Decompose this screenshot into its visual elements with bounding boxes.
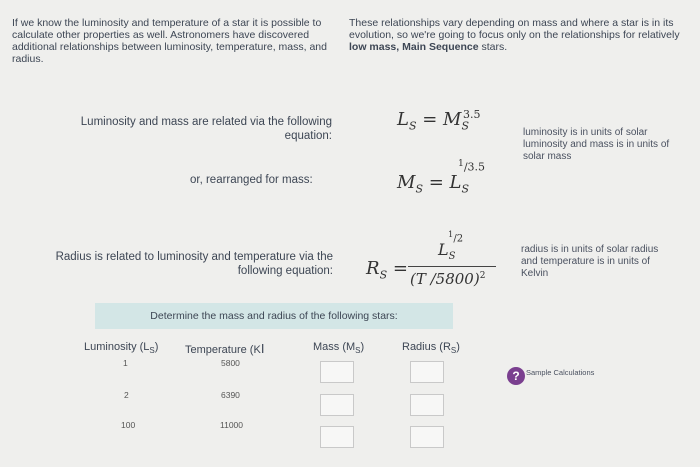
equation-mass-exponent: $^1$/3.5 — [458, 158, 486, 174]
row-3-radius-input[interactable] — [410, 426, 444, 448]
row-2-mass-input[interactable] — [320, 394, 354, 416]
header-luminosity: Luminosity $(L_S)$ — [84, 341, 159, 356]
row-2-luminosity: 2 — [124, 390, 129, 400]
fraction-bar — [408, 266, 496, 267]
row-2-radius-input[interactable] — [410, 394, 444, 416]
lum-mass-label: Luminosity and mass are related via the following equation: — [80, 116, 332, 142]
row-2-temperature: 6390 — [221, 390, 240, 400]
equation-radius-lhs: $R_S$ = — [366, 258, 408, 282]
emphasis-text: low mass, Main Sequence — [349, 41, 479, 53]
intro-right-paragraph: These relationships vary depending on mass and where a star is in its evolution, so we're going to focus only on the relationships for relatively low mass, Main Sequence stars. — [349, 17, 680, 53]
equation-luminosity-mass: $L_S = M_S^{3.5}$ — [397, 108, 481, 133]
equation-radius-num-exponent: $^1$/2 — [448, 229, 464, 245]
row-1-radius-input[interactable] — [410, 361, 444, 383]
radius-label: Radius is related to luminosity and temperature via the following equation: — [55, 251, 333, 277]
task-banner: Determine the mass and radius of the following stars: — [95, 303, 453, 329]
units-note-radius: radius is in units of solar radius and temperature is in units of Kelvin — [521, 244, 659, 279]
intro-left-paragraph: If we know the luminosity and temperature of a star it is possible to calculate other properties as well. Astronomers have discovered additional relationships between luminosity, temperature, mass, and radius. — [12, 17, 327, 65]
units-note-mass: luminosity is in units of solar luminosity and mass is in units of solar mass — [523, 127, 670, 162]
help-icon[interactable]: ? — [507, 367, 525, 385]
row-3-temperature: 11000 — [220, 420, 244, 430]
equation-radius-numerator: $L_S$ — [438, 240, 456, 263]
header-temperature: Temperature (KI — [185, 341, 265, 356]
header-mass: Mass $(M_S)$ — [313, 341, 365, 356]
header-radius: Radius $(R_S)$ — [402, 341, 460, 356]
rearranged-label: or, rearranged for mass: — [190, 174, 313, 186]
equation-radius-denominator: (T /5800)$^2$ — [410, 270, 486, 288]
row-1-luminosity: 1 — [123, 358, 128, 368]
sample-calculations-link[interactable]: Sample Calculations — [526, 368, 595, 377]
row-3-mass-input[interactable] — [320, 426, 354, 448]
equation-mass-luminosity: $M_S = L_S$ — [397, 172, 470, 196]
row-3-luminosity: 100 — [121, 420, 136, 430]
row-1-mass-input[interactable] — [320, 361, 354, 383]
row-1-temperature: 5800 — [221, 358, 240, 368]
